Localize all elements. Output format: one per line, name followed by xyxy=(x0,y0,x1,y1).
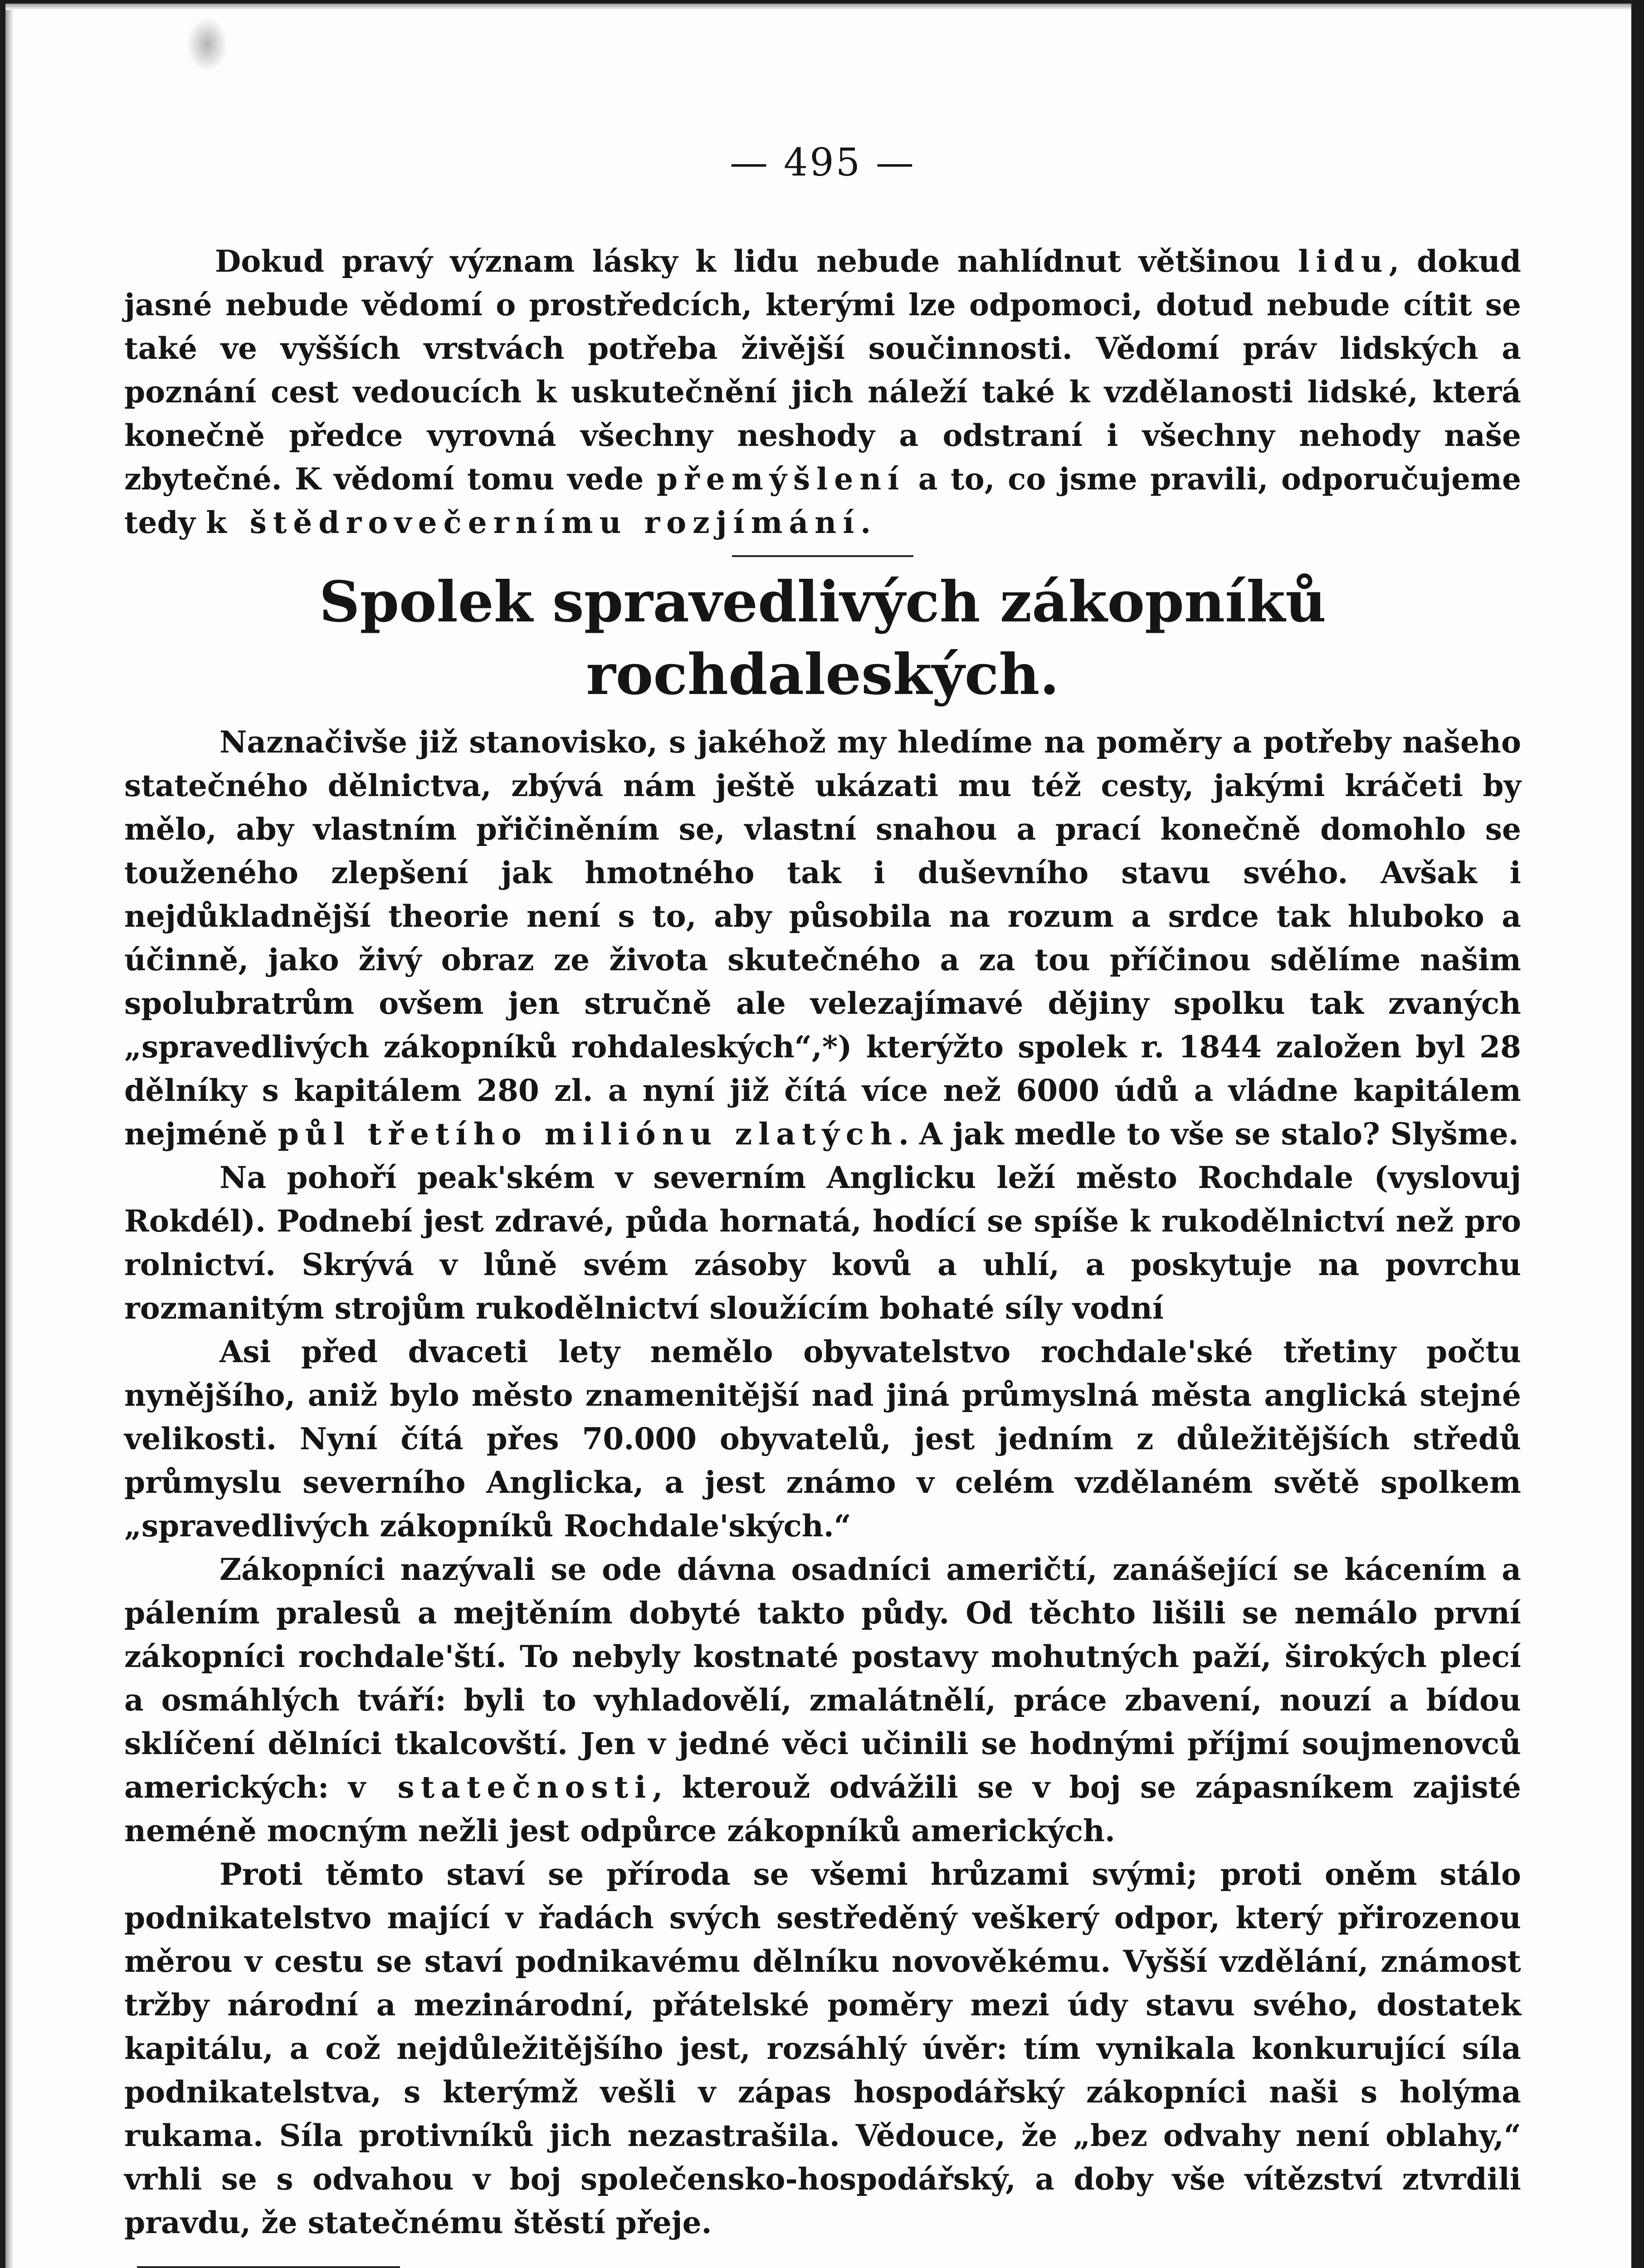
paragraph-4-emphasis: v statečnosti xyxy=(348,1769,653,1805)
paragraph-1-text-a: Naznačivše již stanovisko, s jakéhož my hledíme na poměry a potřeby našeho statečného dělnictva, zbývá nám ještě ukázati mu též cesty, jakými kráčeti by mělo, aby vlastním přičiněním se, vlastní snahou a prací konečně domohlo se touženého zlepšení jak hmotného tak i duševního stavu svého. Avšak i nejdůkladnější theorie není s to, aby působila na rozum a srdce tak hluboko a účinně, jako živý obraz ze života skutečného a za tou příčinou sdělíme našim spolubratrům ovšem jen stručně ale velezajímavé dějiny spolku tak zvaných „spravedlivých zákopníků rohdaleských“,*) kterýžto spolek r. 1844 založen byl 28 dělníky s kapitálem 280 zl. a nyní již čítá více než 6000 údů a vládne kapitálem nejméně xyxy=(124,724,1521,1152)
intro-paragraph xyxy=(124,240,1521,544)
intro-emphasis-rozjimani: k štědrovečernímu rozjímání xyxy=(205,505,861,540)
intro-emphasis-lidu: lidu xyxy=(1298,244,1389,279)
section-heading: Spolek spravedlivých zákopníků rochdaleských. xyxy=(319,569,1327,708)
intro-emphasis-premysleni: přemýšlení xyxy=(656,461,906,497)
page-number: — 495 — xyxy=(730,140,916,185)
paragraph-4-text-b: , kterouž odvážili se v boj se zápasníkem zajisté neméně mocným nežli jest odpůrce zákopníků amerických. xyxy=(124,1769,1522,1848)
intro-text-4: . xyxy=(860,505,871,540)
paragraph-1-emphasis: půl třetího miliónu zlatých xyxy=(278,1116,898,1152)
paragraph-1-text-b: . A jak medle to vše se stalo? Slyšme. xyxy=(898,1116,1519,1152)
section-divider xyxy=(732,555,913,557)
page-edge-shadow-left xyxy=(5,4,14,2268)
paragraph-4-text-a: Zákopníci nazývali se ode dávna osadníci američtí, zanášející se kácením a pálením pralesů a mejtěním dobyté takto půdy. Od těchto lišili se nemálo první zákopníci rochdale'ští. To nebyly kostnaté postavy mohutných paží, širokých plecí a osmáhlých tváří: byli to vyhladovělí, zmalátnělí, práce zbavení, nouzí a bídou sklíčení dělníci tkalcovští. Jen v jedné věci učinili se hodnými příjmí soujmenovců amerických: xyxy=(124,1552,1521,1805)
page-edge-shadow-top xyxy=(5,4,1631,10)
document-page xyxy=(5,4,1631,2268)
paragraph-2: Na pohoří peak'ském v severním Anglicku leží město Rochdale (vyslovuj Rokdél). Podnebí jest zdravé, půda hornatá, hodící se spíše k rukodělnictví než pro rolnictví. Skrývá v lůně svém zásoby kovů a uhlí, a poskytuje na povrchu rozmanitým strojům rukodělnictví sloužícím bohaté síly vodní xyxy=(124,1160,1521,1326)
scan-smudge xyxy=(187,17,228,72)
paragraph-5: Proti těmto staví se příroda se všemi hrůzami svými; proti oněm stálo podnikatelstvo mající v řadách svých sestředěný veškerý odpor, který přirozenou měrou v cestu se staví podnikavému dělníku novověkému. Vyšší vzdělání, známost tržby národní a mezinárodní, přátelské poměry mezi údy stavu svého, dostatek kapitálu, a což nejdůležitějšího jest, rozsáhlý úvěr: tím vynikala konkurující síla podnikatelstva, s kterýmž vešli v zápas hospodářský zákopníci naši s holýma rukama. Síla protivníků jich nezastrašila. Vědouce, že „bez odvahy není oblahy,“ vrhli se s odvahou v boj společensko-hospodářský, a doby vše vítězství ztvrdili pravdu, že statečnému štěstí přeje. xyxy=(124,1857,1521,2240)
intro-text-1: Dokud pravý význam lásky k lidu nebude nahlídnut většinou xyxy=(215,244,1298,279)
paragraph-4 xyxy=(124,1548,1521,1853)
intro-text-2: , dokud jasné nebude vědomí o prostředcích, kterými lze odpomoci, dotud nebude cítit se také ve vyšších vrstvách potřeba živější součinnosti. Vědomí práv lidských a poznání cest vedoucích k uskutečnění jich náleží také k vzdělanosti lidské, která konečně předce vyrovná všechny neshody a odstraní i všechny nehody naše zbytečné. K vědomí tomu vede xyxy=(124,244,1521,497)
intro-text-3: a to, co jsme pravili, odporučujeme tedy xyxy=(124,461,1521,540)
paragraph-1 xyxy=(124,720,1521,1156)
paragraph-3: Asi před dvaceti lety nemělo obyvatelstvo rochdale'ské třetiny počtu nynějšího, aniž bylo město znamenitější nad jiná průmyslná města anglická stejné velikosti. Nyní čítá přes 70.000 obyvatelů, jest jedním z důležitějších středů průmyslu severního Anglicka, a jest známo v celém vzdělaném světě spolkem „spravedlivých zákopníků Rochdale'ských.“ xyxy=(124,1334,1521,1544)
page-text xyxy=(124,140,1521,2268)
footnote-divider xyxy=(137,2266,400,2268)
